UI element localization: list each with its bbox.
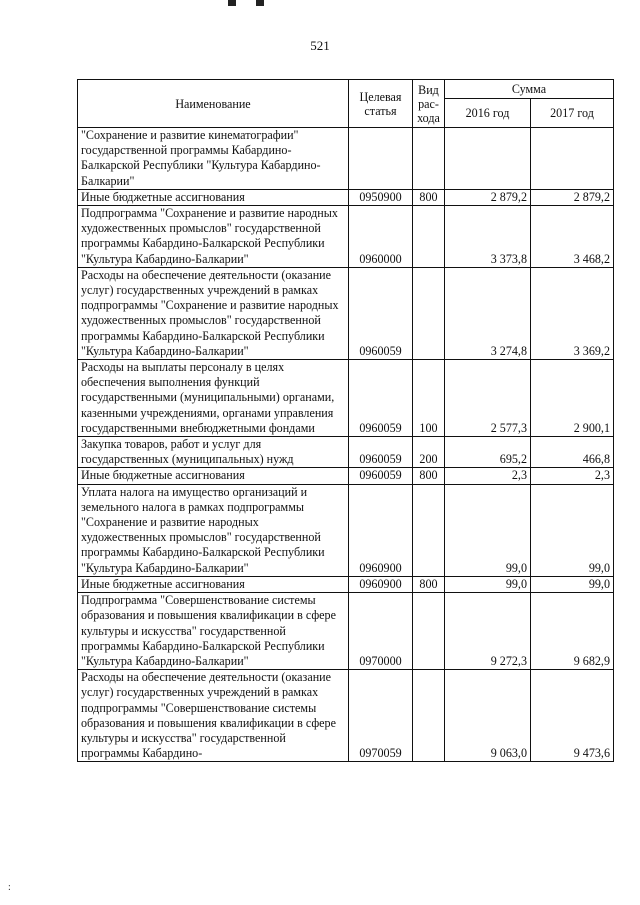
table-row — [78, 468, 614, 484]
cell-name: "Сохранение и развитие кинематографии" государственной программы Кабардино-Балкарской Республики "Культура Кабардино-Балкарии" — [78, 128, 349, 190]
cell-y2016: 2,3 — [445, 468, 531, 484]
cell-kind: 100 — [413, 360, 445, 437]
budget-table — [77, 79, 614, 762]
cell-y2017: 99,0 — [531, 484, 614, 576]
header-year-2017: 2017 год — [531, 99, 614, 128]
cell-name: Уплата налога на имущество организаций и земельного налога в рамках подпрограммы "Сохранение и развитие народных художественных промыслов" государственной программы Кабардино-Балкарской Республики "Культура Кабардино-Балкарии" — [78, 484, 349, 576]
header-name: Наименование — [78, 80, 349, 128]
cell-y2016 — [445, 128, 531, 190]
cell-kind — [413, 484, 445, 576]
header-sum: Сумма — [445, 80, 614, 99]
header-code: Целевая статья — [349, 80, 413, 128]
cell-kind — [413, 670, 445, 762]
table-row — [78, 267, 614, 359]
cell-y2016: 99,0 — [445, 576, 531, 592]
cell-y2016: 2 879,2 — [445, 189, 531, 205]
cell-y2016: 9 063,0 — [445, 670, 531, 762]
cell-code: 0960059 — [349, 437, 413, 468]
cell-name: Подпрограмма "Сохранение и развитие народных художественных промыслов" государственной программы Кабардино-Балкарской Республики "Культура Кабардино-Балкарии" — [78, 206, 349, 268]
cell-y2017: 2,3 — [531, 468, 614, 484]
table-row — [78, 670, 614, 762]
cell-name: Расходы на обеспечение деятельности (оказание услуг) государственных учреждений в рамках подпрограммы "Совершенствование системы образования и повышения квалификации в сфере культуры и искусства" государственной программы Кабардино- — [78, 670, 349, 762]
cell-y2016: 3 373,8 — [445, 206, 531, 268]
cell-y2016: 695,2 — [445, 437, 531, 468]
cell-y2017 — [531, 128, 614, 190]
cell-name: Иные бюджетные ассигнования — [78, 576, 349, 592]
cell-kind — [413, 206, 445, 268]
table-row — [78, 576, 614, 592]
cell-kind — [413, 128, 445, 190]
cell-kind: 800 — [413, 468, 445, 484]
cell-code: 0950900 — [349, 189, 413, 205]
cell-code: 0960000 — [349, 206, 413, 268]
cell-code: 0960059 — [349, 360, 413, 437]
cell-y2016: 2 577,3 — [445, 360, 531, 437]
cell-code: 0960059 — [349, 468, 413, 484]
table-body — [78, 128, 614, 762]
header-year-2016: 2016 год — [445, 99, 531, 128]
cell-name: Закупка товаров, работ и услуг для государственных (муниципальных) нужд — [78, 437, 349, 468]
cell-code: 0960059 — [349, 267, 413, 359]
scan-edge-mark: : — [8, 882, 11, 893]
table-row — [78, 128, 614, 190]
cell-y2016: 99,0 — [445, 484, 531, 576]
cell-kind: 800 — [413, 576, 445, 592]
cell-name: Подпрограмма "Совершенствование системы образования и повышения квалификации в сфере культуры и искусства" государственной программы Кабардино-Балкарской Республики "Культура Кабардино-Балкарии" — [78, 593, 349, 670]
cell-kind: 800 — [413, 189, 445, 205]
cell-code: 0970059 — [349, 670, 413, 762]
cell-name: Расходы на обеспечение деятельности (оказание услуг) государственных учреждений в рамках подпрограммы "Сохранение и развитие народных художественных промыслов" государственной программы Кабардино-Балкарской Республики "Культура Кабардино-Балкарии" — [78, 267, 349, 359]
cell-code: 0960900 — [349, 576, 413, 592]
table-row — [78, 360, 614, 437]
cell-kind: 200 — [413, 437, 445, 468]
cell-code: 0970000 — [349, 593, 413, 670]
cell-y2016: 3 274,8 — [445, 267, 531, 359]
cell-code — [349, 128, 413, 190]
cell-kind — [413, 593, 445, 670]
table-row — [78, 437, 614, 468]
table-row — [78, 593, 614, 670]
cell-y2017: 99,0 — [531, 576, 614, 592]
cell-y2017: 9 473,6 — [531, 670, 614, 762]
cell-name: Расходы на выплаты персоналу в целях обеспечения выполнения функций государственными (муниципальными) органами, казенными учреждениями, органами управления государственными внебюджетными фондами — [78, 360, 349, 437]
cell-y2017: 466,8 — [531, 437, 614, 468]
cell-y2016: 9 272,3 — [445, 593, 531, 670]
cell-name: Иные бюджетные ассигнования — [78, 189, 349, 205]
cell-y2017: 2 879,2 — [531, 189, 614, 205]
cell-name: Иные бюджетные ассигнования — [78, 468, 349, 484]
table-row — [78, 484, 614, 576]
cell-y2017: 9 682,9 — [531, 593, 614, 670]
cell-y2017: 2 900,1 — [531, 360, 614, 437]
scan-top-marks — [228, 0, 278, 8]
page-number: 521 — [310, 38, 330, 53]
cell-y2017: 3 369,2 — [531, 267, 614, 359]
cell-code: 0960900 — [349, 484, 413, 576]
header-kind: Вид рас- хода — [413, 80, 445, 128]
table-row — [78, 206, 614, 268]
cell-kind — [413, 267, 445, 359]
cell-y2017: 3 468,2 — [531, 206, 614, 268]
table-row — [78, 189, 614, 205]
